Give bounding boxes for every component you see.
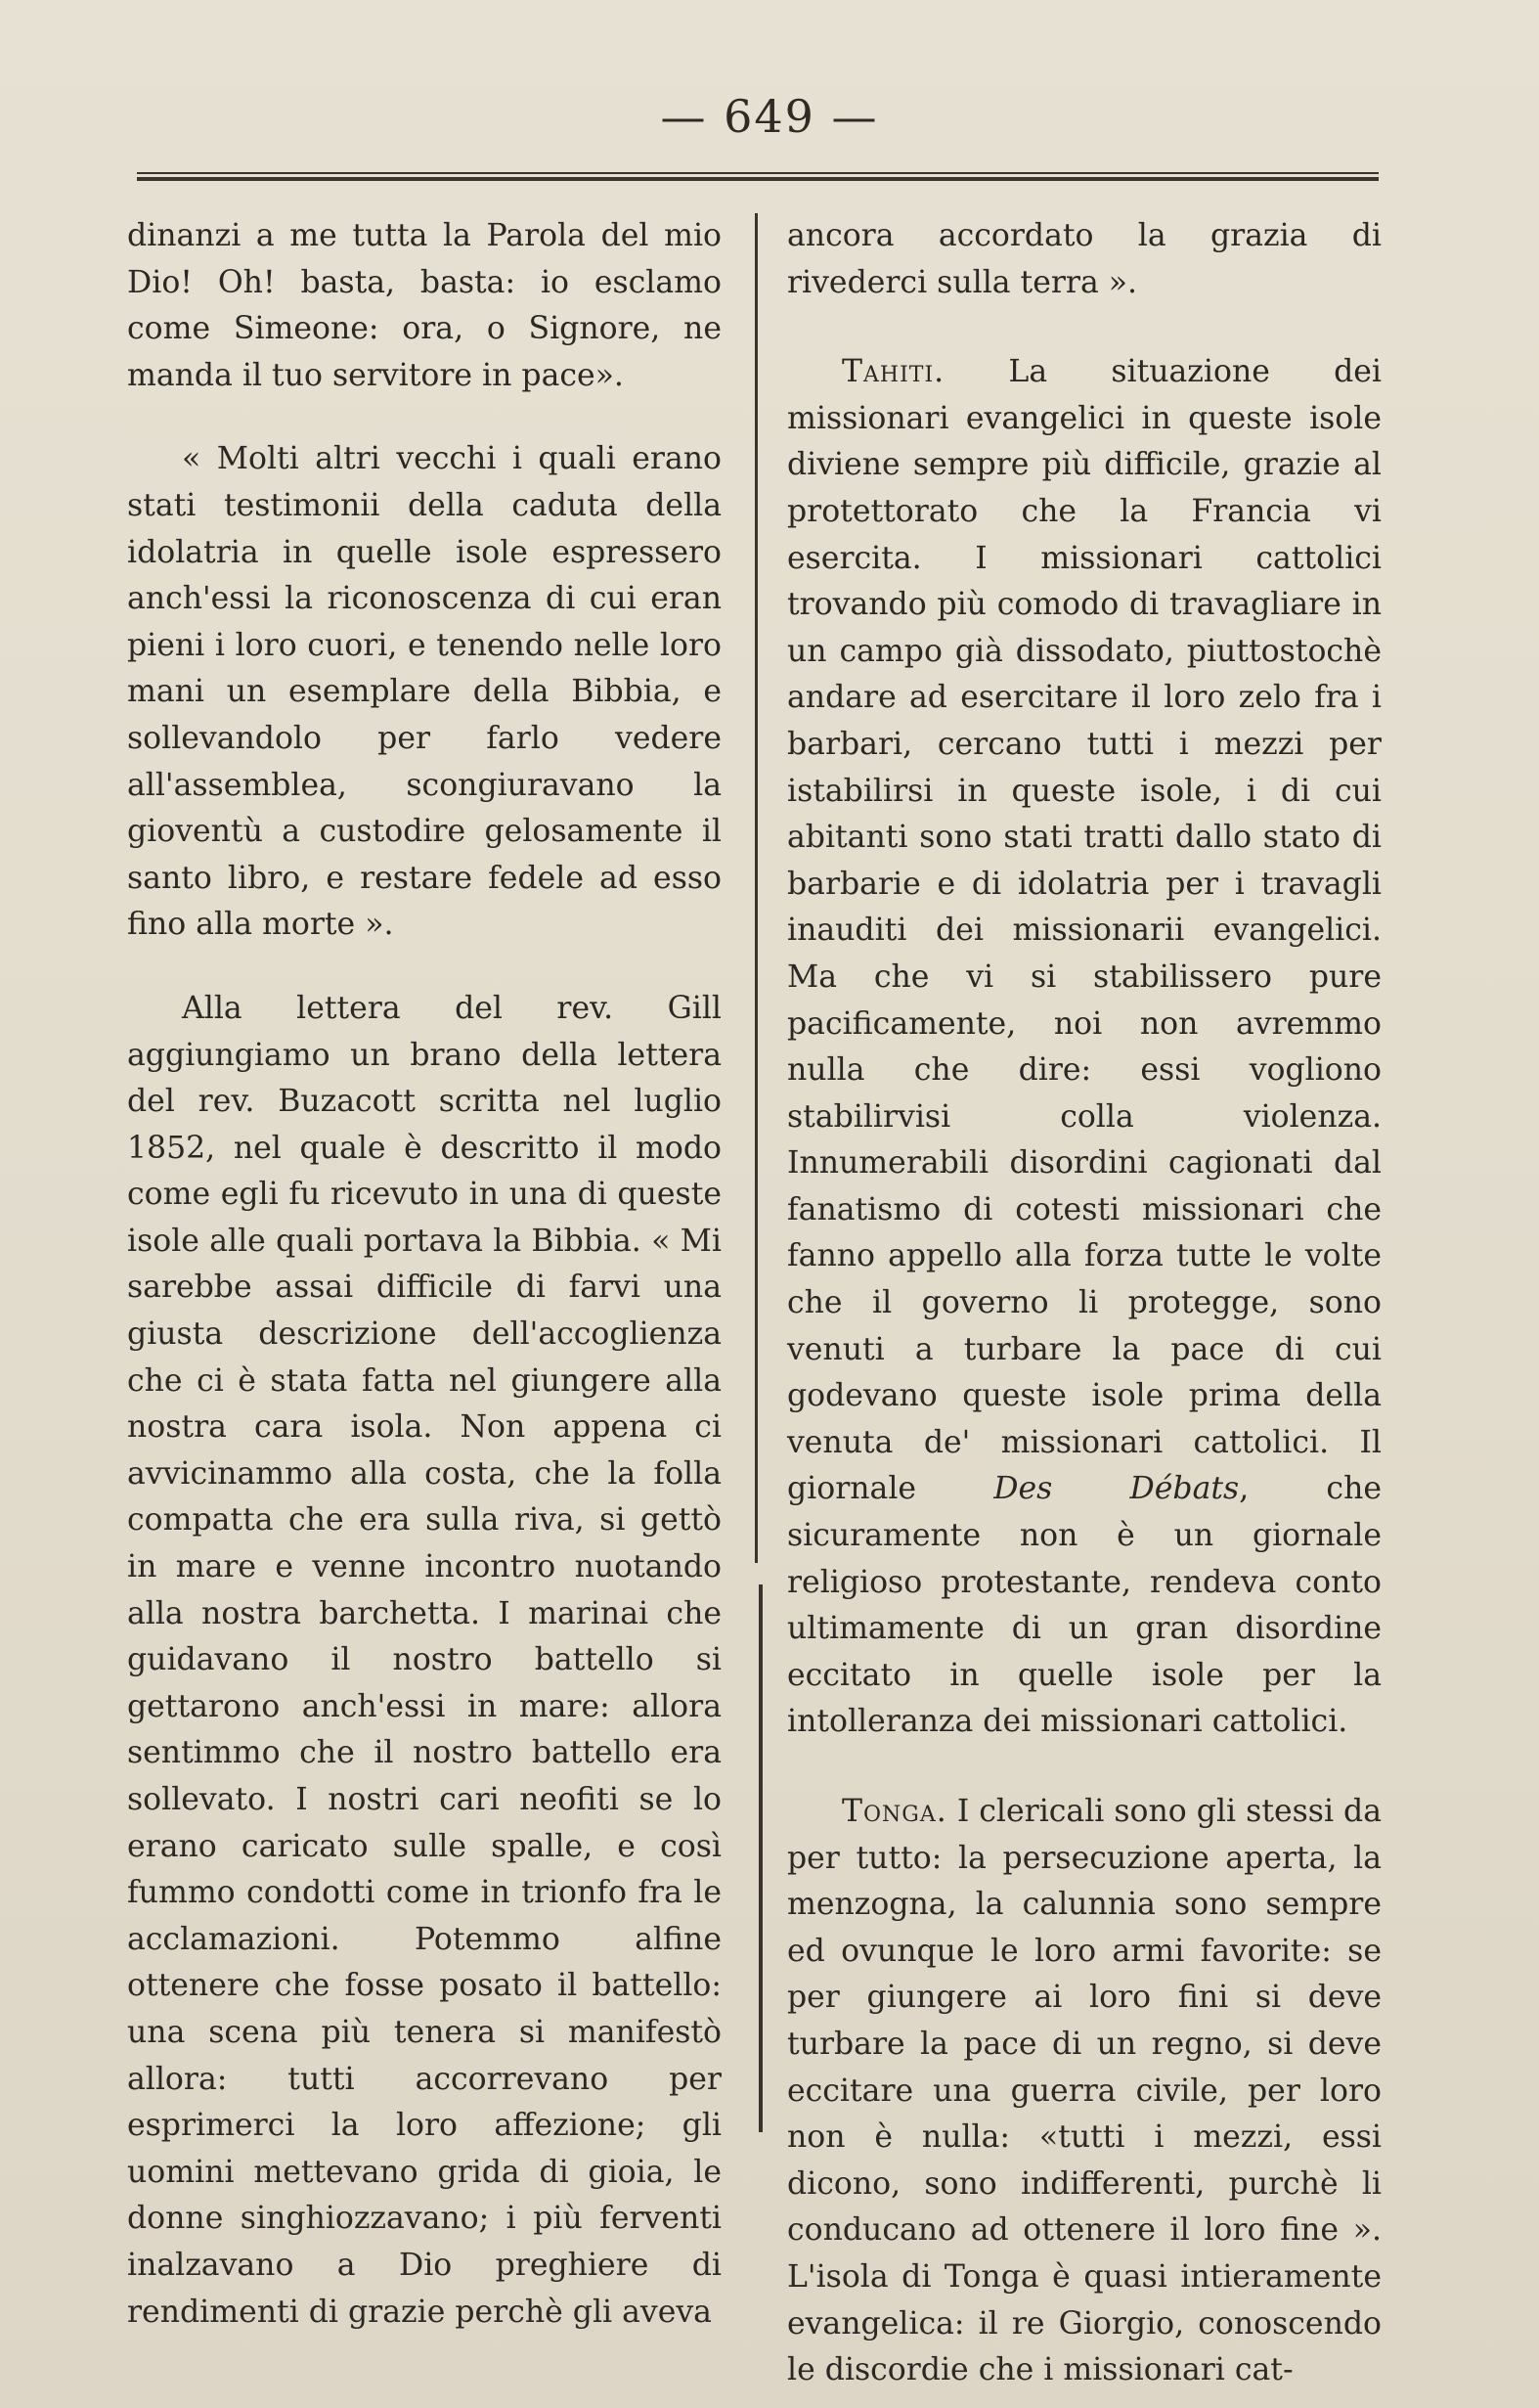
tahiti-text: La situazione dei missionari evangelici in queste isole diviene sempre più difficile, grazie al protettorato che la Francia vi esercita. I missionari cattolici trovando più comodo di travagliare in un campo già dissodato, piuttostochè andare ad esercitare il loro zelo fra i barbari, cercano tutti i mezzi per istabilirsi in queste isole, i di cui abitanti sono stati tratti dallo stato di barbarie e di idolatria per i travagli inauditi dei missionarii evangelici. Ma che vi si stabilissero pure pacificamente, noi non avremmo nulla che dire: essi vogliono stabilirvisi colla violenza. Innumerabili disordini cagionati dal fanatismo di cotesti missionari che fanno appello alla forza tutte le volte che il governo li protegge, sono venuti a turbare la pace di cui godevano queste isole prima della venuta de' missionari cattolici. Il giornale — [787, 354, 1382, 1507]
right-paragraph-tonga — [787, 1789, 1382, 2394]
tahiti-heading: Tahiti. — [842, 354, 945, 390]
right-column — [787, 213, 1382, 2394]
left-paragraph-1: dinanzi a me tutta la Parola del mio Dio! Oh! basta, basta: io esclamo come Simeone: ora, o Signore, ne manda il tuo servitore in pace». — [127, 218, 722, 393]
tonga-heading: Tonga. — [842, 1794, 947, 1829]
tonga-text: I clericali sono gli stessi da per tutto: la persecuzione aperta, la menzogna, la calunnia sono sempre ed ovunque le loro armi favorite: se per giungere ai loro fini si deve turbare la pace di un regno, si deve eccitare una guerra civile, per loro non è nulla: «tutti i mezzi, essi dicono, sono indifferenti, purchè li conducano ad ottenere il loro fine ». L'isola di Tonga è quasi intieramente evangelica: il re Giorgio, conoscendo le discordie che i missionari cat- — [787, 1794, 1382, 2388]
left-column — [127, 213, 722, 2336]
left-paragraph-2: « Molti altri vecchi i quali erano stati testimonii della caduta della idolatria in quelle isole espressero anch'essi la riconoscenza di cui eran pieni i loro cuori, e tenendo nelle loro mani un esemplare della Bibbia, e sollevandolo per farlo vedere all'assemblea, scongiuravano la gioventù a custodire gelosamente il santo libro, e restare fedele ad esso fino alla morte ». — [127, 441, 722, 943]
journal-title: Des Débats — [993, 1471, 1240, 1507]
left-paragraph-3: Alla lettera del rev. Gill aggiungiamo un brano della lettera del rev. Buzacott scritta nel luglio 1852, nel quale è descritto il modo come egli fu ricevuto in una di queste isole alle quali portava la Bibbia. « Mi sarebbe assai difficile di farvi una giusta descrizione dell'accoglienza che ci è stata fatta nel giungere alla nostra cara isola. Non appena ci avvicinammo alla costa, che la folla compatta che era sulla riva, si gettò in mare e venne incontro nuotando alla nostra barchetta. I marinai che guidavano il nostro battello si gettarono anch'essi in mare: allora sentimmo che il nostro battello era sollevato. I nostri cari neofiti se lo erano caricato sulle spalle, e così fummo condotti come in trionfo fra le acclamazioni. Potemmo alfine ottenere che fosse posato il battello: una scena più tenera si manifestò allora: tutti accorrevano per esprimerci la loro affezione; gli uomini mettevano grida di gioia, le donne singhiozzavano; i più ferventi inalzavano a Dio preghiere di rendimenti di grazie perchè gli aveva — [127, 990, 722, 2330]
right-paragraph-1: ancora accordato la grazia di rivederci sulla terra ». — [787, 218, 1382, 300]
header-rule — [137, 172, 1379, 181]
tahiti-text-end: , che sicuramente non è un giornale religioso protestante, rendeva conto ultimamente di un gran disordine eccitato in quelle isole per la intolleranza dei missionari cattolici. — [787, 1471, 1382, 1740]
column-divider-lower — [759, 1584, 763, 2132]
column-divider — [755, 213, 758, 1563]
right-paragraph-tahiti — [787, 349, 1382, 1746]
page-number: — 649 — — [660, 90, 879, 143]
